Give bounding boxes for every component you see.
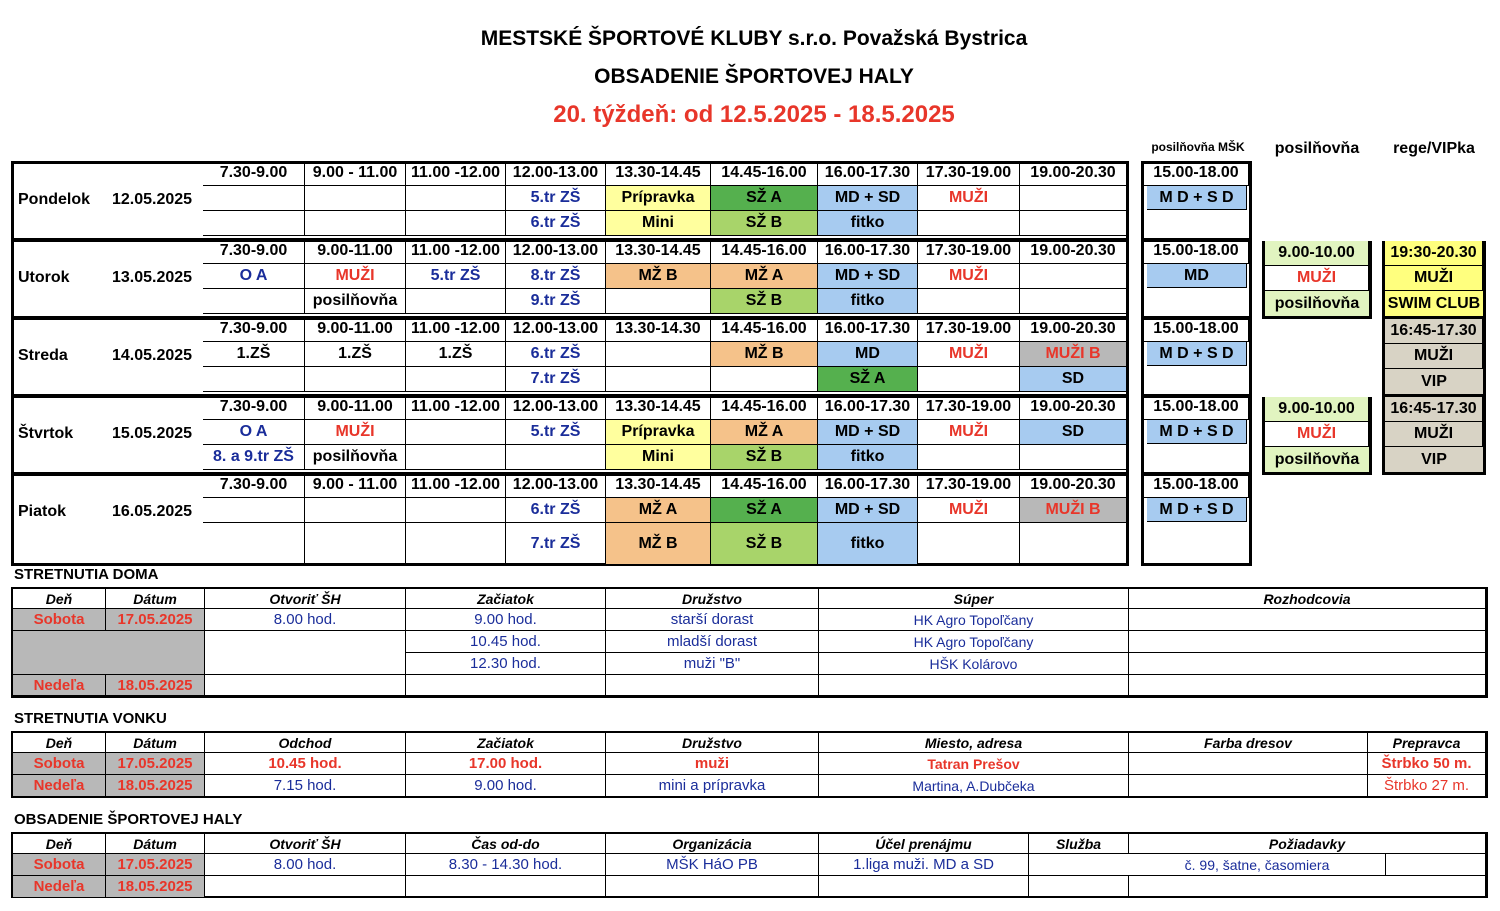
time-slot: 7.30-9.00 [203, 473, 305, 498]
slot-team: 6.tr ZŠ [506, 498, 606, 523]
slot-team [1020, 264, 1127, 289]
team: muži "B" [606, 653, 819, 675]
slot-team [203, 523, 305, 565]
away-matches-title: STRETNUTIA VONKU [14, 710, 167, 727]
slot-team [203, 186, 305, 211]
empty-cell [205, 675, 406, 696]
slot-team: 5.tr ZŠ [506, 420, 606, 445]
col-header: Dátum [106, 733, 205, 753]
msk-gym-header: posilňovňa MŠK [1151, 140, 1245, 154]
slot-team: MD + SD [818, 498, 918, 523]
col-header: Deň [13, 589, 106, 609]
slot-team: MD + SD [818, 186, 918, 211]
away-cell: Sobota [13, 753, 106, 775]
slot-team: 6.tr ZŠ [506, 211, 606, 236]
gym-header: posilňovňa [1274, 140, 1360, 157]
msk-time: 15.00-18.00 [1144, 317, 1249, 342]
time-slot: 16.00-17.30 [818, 239, 918, 264]
away-cell [1129, 775, 1368, 797]
slot-team [406, 523, 506, 565]
slot-team [918, 211, 1020, 236]
time-slot: 13.30-14.45 [606, 473, 711, 498]
gym-block [1262, 397, 1372, 475]
date-sunday: 18.05.2025 [106, 675, 205, 696]
away-cell: Štrbko 27 m. [1368, 775, 1486, 797]
time-slot: 12.00-13.00 [506, 317, 606, 342]
slot-team: O A [203, 264, 305, 289]
gym-time: 9.00-10.00 [1265, 241, 1369, 266]
hall-bookings-table [11, 832, 1488, 898]
slot-team: posilňovňa [305, 289, 406, 314]
slot-team [305, 211, 406, 236]
msk-gym-block [1141, 161, 1252, 241]
start-time: 10.45 hod. [406, 631, 606, 653]
day-name: Pondelok [18, 191, 91, 208]
time-slot: 19.00-20.30 [1020, 161, 1127, 186]
slot-team: MŽ B [606, 264, 711, 289]
hall-cell: 18.05.2025 [106, 876, 205, 898]
club-title: MESTSKÉ ŠPORTOVÉ KLUBY s.r.o. Považská Bystrica [480, 27, 1028, 50]
slot-team: MUŽI [918, 420, 1020, 445]
slot-team [406, 211, 506, 236]
msk-team: M D + S D [1147, 498, 1247, 522]
slot-team: 7.tr ZŠ [506, 523, 606, 565]
day-block-3 [11, 395, 1129, 475]
rege-header: rege/VIPka [1393, 140, 1475, 157]
msk-extra [1144, 523, 1249, 548]
slot-team: MUŽI [918, 342, 1020, 367]
slot-team: 9.tr ZŠ [506, 289, 606, 314]
rege-block [1382, 397, 1486, 475]
slot-team [1020, 186, 1127, 211]
empty-cell [606, 675, 819, 696]
time-slot: 14.45-16.00 [711, 161, 818, 186]
slot-team [606, 289, 711, 314]
day-name: Streda [18, 347, 68, 364]
col-header: Dátum [106, 834, 205, 854]
slot-team [406, 289, 506, 314]
away-cell: Tatran Prešov [819, 753, 1129, 775]
hall-cell: Sobota [13, 854, 106, 876]
time-slot: 13.30-14.45 [606, 161, 711, 186]
slot-team: Prípravka [606, 420, 711, 445]
slot-team [406, 186, 506, 211]
col-header: Farba dresov [1129, 733, 1368, 753]
hall-cell: Nedeľa [13, 876, 106, 898]
col-header: Požiadavky [1129, 834, 1486, 854]
msk-team: M D + S D [1147, 342, 1247, 366]
home-matches-table [11, 587, 1488, 698]
week-title: 20. týždeň: od 12.5.2025 - 18.5.2025 [553, 101, 955, 128]
rege-note: VIP [1385, 447, 1483, 472]
time-slot: 9.00 - 11.00 [305, 161, 406, 186]
slot-team [606, 367, 711, 392]
slot-team: 1.ZŠ [305, 342, 406, 367]
col-header: Deň [13, 733, 106, 753]
away-cell: 17.00 hod. [406, 753, 606, 775]
slot-team [1020, 289, 1127, 314]
time-slot: 16.00-17.30 [818, 395, 918, 420]
time-slot: 14.45-16.00 [711, 473, 818, 498]
slot-team: Mini [606, 211, 711, 236]
time-slot: 17.30-19.00 [918, 161, 1020, 186]
col-header: Otvoriť ŠH [205, 589, 406, 609]
open-time: 8.00 hod. [205, 609, 406, 631]
slot-team [918, 445, 1020, 470]
rege-time: 19:30-20.30 [1385, 241, 1483, 266]
away-cell: Štrbko 50 m. [1368, 753, 1486, 775]
home-matches-title: STRETNUTIA DOMA [14, 566, 159, 583]
referees [1129, 609, 1486, 631]
time-slot: 16.00-17.30 [818, 161, 918, 186]
hall-cell [205, 876, 406, 898]
slot-team: 1.ZŠ [203, 342, 305, 367]
day-date: 14.05.2025 [112, 347, 193, 364]
time-slot: 13.30-14.30 [606, 317, 711, 342]
slot-team: MŽ A [606, 498, 711, 523]
away-cell: 10.45 hod. [205, 753, 406, 775]
time-slot: 14.45-16.00 [711, 239, 818, 264]
day-date: 15.05.2025 [112, 425, 193, 442]
day-block-1 [11, 239, 1129, 319]
gym-note: posilňovňa [1265, 447, 1369, 472]
away-cell: mini a prípravka [606, 775, 819, 797]
slot-team: MUŽI B [1020, 342, 1127, 367]
slot-team: posilňovňa [305, 445, 406, 470]
time-slot: 9.00 - 11.00 [305, 473, 406, 498]
hall-cell: 8.00 hod. [205, 854, 406, 876]
slot-team [1020, 445, 1127, 470]
slot-team: MUŽI B [1020, 498, 1127, 523]
opponent: HK Agro Topoľčany [819, 631, 1129, 653]
time-slot: 19.00-20.30 [1020, 239, 1127, 264]
slot-team [918, 523, 1020, 565]
slot-team: fitko [818, 445, 918, 470]
slot-team: O A [203, 420, 305, 445]
time-slot: 9.00-11.00 [305, 239, 406, 264]
away-cell: 17.05.2025 [106, 753, 205, 775]
col-header: Začiatok [406, 733, 606, 753]
col-header: Rozhodcovia [1129, 589, 1486, 609]
day-saturday: Sobota [13, 609, 106, 631]
slot-team [1020, 523, 1127, 565]
away-cell: 9.00 hod. [406, 775, 606, 797]
slot-team: SŽ A [711, 498, 818, 523]
time-slot: 11.00 -12.00 [406, 239, 506, 264]
slot-team: 5.tr ZŠ [506, 186, 606, 211]
day-date: 16.05.2025 [112, 503, 193, 520]
slot-team [203, 289, 305, 314]
slot-team: MD + SD [818, 420, 918, 445]
slot-team [203, 211, 305, 236]
rege-block [1382, 241, 1486, 319]
slot-team: Mini [606, 445, 711, 470]
hall-title: OBSADENIE ŠPORTOVEJ HALY [594, 65, 914, 88]
gym-block [1262, 241, 1372, 319]
start-time: 9.00 hod. [406, 609, 606, 631]
day-block-2 [11, 317, 1129, 397]
slot-team: MŽ B [606, 523, 711, 565]
time-slot: 11.00 -12.00 [406, 317, 506, 342]
time-slot: 14.45-16.00 [711, 395, 818, 420]
time-slot: 17.30-19.00 [918, 239, 1020, 264]
time-slot: 19.00-20.30 [1020, 473, 1127, 498]
col-header: Otvoriť ŠH [205, 834, 406, 854]
opponent: HŠK Kolárovo [819, 653, 1129, 675]
rege-block [1382, 319, 1486, 397]
time-slot: 11.00 -12.00 [406, 161, 506, 186]
slot-team: Prípravka [606, 186, 711, 211]
slot-team [305, 186, 406, 211]
hall-requirements: č. 99, šatne, časomiera [1029, 854, 1486, 876]
time-slot: 12.00-13.00 [506, 395, 606, 420]
away-cell: muži [606, 753, 819, 775]
time-slot: 16.00-17.30 [818, 473, 918, 498]
gym-team: MUŽI [1265, 422, 1369, 447]
day-name: Utorok [18, 269, 70, 286]
start-time: 12.30 hod. [406, 653, 606, 675]
msk-team: M D + S D [1147, 420, 1247, 444]
opponent: HK Agro Topoľčany [819, 609, 1129, 631]
slot-team: 8.tr ZŠ [506, 264, 606, 289]
slot-team: fitko [818, 289, 918, 314]
rege-time: 16:45-17.30 [1385, 397, 1483, 422]
msk-time: 15.00-18.00 [1144, 161, 1249, 186]
time-slot: 17.30-19.00 [918, 317, 1020, 342]
date-saturday: 17.05.2025 [106, 609, 205, 631]
msk-gym-block [1141, 239, 1252, 319]
slot-team: fitko [818, 211, 918, 236]
slot-team: 6.tr ZŠ [506, 342, 606, 367]
hall-cell: 8.30 - 14.30 hod. [406, 854, 606, 876]
time-slot: 7.30-9.00 [203, 317, 305, 342]
hall-cell [819, 876, 1029, 898]
hall-cell: 17.05.2025 [106, 854, 205, 876]
time-slot: 13.30-14.45 [606, 395, 711, 420]
empty-cell [1129, 675, 1486, 696]
msk-extra [1144, 211, 1249, 236]
col-header: Súper [819, 589, 1129, 609]
gym-team: MUŽI [1265, 266, 1369, 291]
col-header: Prepravca [1368, 733, 1486, 753]
time-slot: 7.30-9.00 [203, 239, 305, 264]
empty-cell [819, 675, 1129, 696]
time-slot: 11.00 -12.00 [406, 395, 506, 420]
time-slot: 11.00 -12.00 [406, 473, 506, 498]
slot-team: MUŽI [305, 264, 406, 289]
slot-team: MD + SD [818, 264, 918, 289]
slot-team: MUŽI [305, 420, 406, 445]
slot-team [918, 367, 1020, 392]
col-header: Dátum [106, 589, 205, 609]
time-slot: 19.00-20.30 [1020, 395, 1127, 420]
away-cell [1129, 753, 1368, 775]
hall-cell: MŠK HáO PB [606, 854, 819, 876]
col-header: Miesto, adresa [819, 733, 1129, 753]
hall-cell [1029, 876, 1129, 898]
slot-team: SŽ B [711, 289, 818, 314]
slot-team: fitko [818, 523, 918, 565]
time-slot: 17.30-19.00 [918, 473, 1020, 498]
slot-team: SŽ B [711, 445, 818, 470]
slot-team: SŽ B [711, 211, 818, 236]
col-header: Družstvo [606, 733, 819, 753]
rege-note: SWIM CLUB [1385, 291, 1483, 316]
col-header: Organizácia [606, 834, 819, 854]
rege-team: MUŽI [1385, 266, 1483, 291]
referees [1129, 631, 1486, 653]
slot-team: 5.tr ZŠ [406, 264, 506, 289]
slot-team [406, 367, 506, 392]
col-header: Začiatok [406, 589, 606, 609]
time-slot: 7.30-9.00 [203, 161, 305, 186]
hall-cell [606, 876, 819, 898]
msk-time: 15.00-18.00 [1144, 395, 1249, 420]
hall-cell: 1.liga muži. MD a SD [819, 854, 1029, 876]
slot-team: MŽ A [711, 264, 818, 289]
day-name: Štvrtok [18, 425, 74, 442]
slot-team [305, 498, 406, 523]
msk-extra [1144, 367, 1249, 392]
col-header: Účel prenájmu [819, 834, 1029, 854]
msk-gym-block [1141, 395, 1252, 475]
time-slot: 13.30-14.45 [606, 239, 711, 264]
msk-team: MD [1147, 264, 1247, 288]
slot-team: SD [1020, 420, 1127, 445]
away-cell: Martina, A.Dubčeka [819, 775, 1129, 797]
away-matches-table [11, 731, 1488, 798]
time-slot: 9.00-11.00 [305, 317, 406, 342]
slot-team: SŽ A [711, 186, 818, 211]
away-cell: 18.05.2025 [106, 775, 205, 797]
slot-team: MD [818, 342, 918, 367]
slot-team [203, 367, 305, 392]
away-cell: Nedeľa [13, 775, 106, 797]
slot-team: MUŽI [918, 186, 1020, 211]
team: mladší dorast [606, 631, 819, 653]
time-slot: 17.30-19.00 [918, 395, 1020, 420]
slot-team: MUŽI [918, 498, 1020, 523]
slot-team [506, 445, 606, 470]
slot-team [711, 367, 818, 392]
slot-team: 1.ZŠ [406, 342, 506, 367]
slot-team: 7.tr ZŠ [506, 367, 606, 392]
slot-team [406, 498, 506, 523]
day-date: 12.05.2025 [112, 191, 193, 208]
col-header: Odchod [205, 733, 406, 753]
slot-team: SŽ B [711, 523, 818, 565]
slot-team: SD [1020, 367, 1127, 392]
msk-team: M D + S D [1147, 186, 1247, 210]
hall-cell [1129, 876, 1486, 898]
day-block-4 [11, 473, 1129, 566]
col-header: Deň [13, 834, 106, 854]
team: starší dorast [606, 609, 819, 631]
time-slot: 19.00-20.30 [1020, 317, 1127, 342]
col-header: Družstvo [606, 589, 819, 609]
slot-team [305, 523, 406, 565]
time-slot: 12.00-13.00 [506, 239, 606, 264]
col-header: Čas od-do [406, 834, 606, 854]
rege-team: MUŽI [1385, 344, 1483, 369]
msk-extra [1144, 445, 1249, 470]
rege-team: MUŽI [1385, 422, 1483, 447]
msk-time: 15.00-18.00 [1144, 473, 1249, 498]
col-header: Služba [1029, 834, 1129, 854]
day-name: Piatok [18, 503, 67, 520]
slot-team: 8. a 9.tr ZŠ [203, 445, 305, 470]
time-slot: 9.00-11.00 [305, 395, 406, 420]
day-sunday: Nedeľa [13, 675, 106, 696]
msk-extra [1144, 289, 1249, 314]
time-slot: 12.00-13.00 [506, 161, 606, 186]
slot-team [406, 445, 506, 470]
slot-team: MUŽI [918, 264, 1020, 289]
slot-team [406, 420, 506, 445]
slot-team [203, 498, 305, 523]
msk-gym-block [1141, 317, 1252, 397]
rege-note: VIP [1385, 369, 1483, 394]
hall-bookings-title: OBSADENIE ŠPORTOVEJ HALY [14, 811, 243, 828]
gym-time: 9.00-10.00 [1265, 397, 1369, 422]
away-cell: 7.15 hod. [205, 775, 406, 797]
slot-team: MŽ A [711, 420, 818, 445]
slot-team [918, 289, 1020, 314]
rege-time: 16:45-17.30 [1385, 319, 1483, 344]
slot-team: MŽ B [711, 342, 818, 367]
day-date: 13.05.2025 [112, 269, 193, 286]
referees [1129, 653, 1486, 675]
time-slot: 12.00-13.00 [506, 473, 606, 498]
hall-cell [406, 876, 606, 898]
slot-team [606, 342, 711, 367]
day-block-0 [11, 161, 1129, 241]
slot-team [1020, 211, 1127, 236]
time-slot: 14.45-16.00 [711, 317, 818, 342]
slot-team [305, 367, 406, 392]
msk-time: 15.00-18.00 [1144, 239, 1249, 264]
time-slot: 7.30-9.00 [203, 395, 305, 420]
slot-team: SŽ A [818, 367, 918, 392]
msk-gym-block [1141, 473, 1252, 566]
gym-note: posilňovňa [1265, 291, 1369, 316]
time-slot: 16.00-17.30 [818, 317, 918, 342]
empty-cell [406, 675, 606, 696]
